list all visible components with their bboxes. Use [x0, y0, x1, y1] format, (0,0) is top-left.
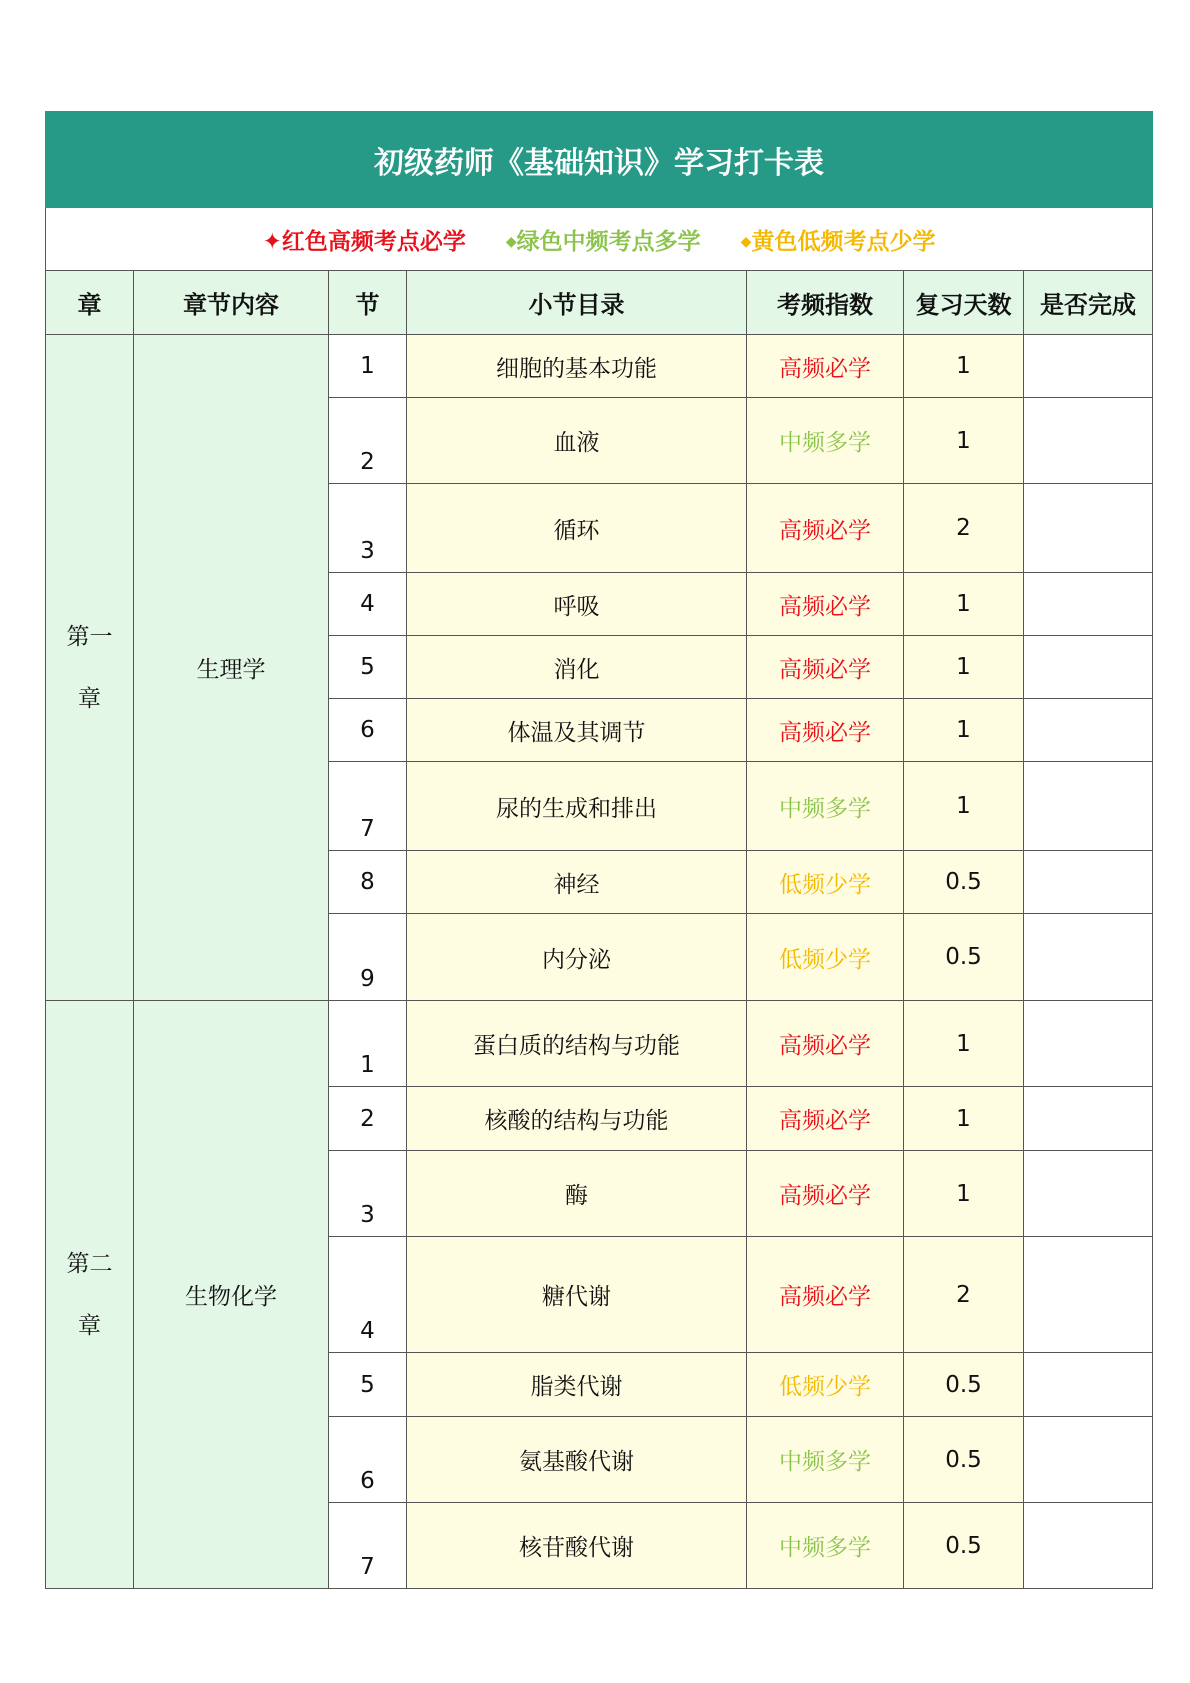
- header-frequency: 考频指数: [747, 271, 904, 335]
- subsection-name: 氨基酸代谢: [407, 1417, 747, 1503]
- subsection-name: 神经: [407, 851, 747, 914]
- section-number: 3: [329, 484, 407, 573]
- frequency-label: 高频必学: [747, 484, 904, 573]
- review-days: 1: [904, 699, 1024, 762]
- chapter-cell: [46, 335, 134, 1001]
- frequency-label: 低频少学: [747, 914, 904, 1001]
- review-days: 1: [904, 1001, 1024, 1087]
- frequency-label: 高频必学: [747, 573, 904, 636]
- legend-low-label: 黄色低频考点少学: [751, 228, 936, 255]
- done-checkbox-cell[interactable]: [1024, 1151, 1153, 1237]
- table-row: [46, 335, 1153, 398]
- done-checkbox-cell[interactable]: [1024, 1417, 1153, 1503]
- subsection-name: 蛋白质的结构与功能: [407, 1001, 747, 1087]
- frequency-label: 高频必学: [747, 699, 904, 762]
- subsection-name: 核酸的结构与功能: [407, 1087, 747, 1151]
- frequency-label: 高频必学: [747, 636, 904, 699]
- done-checkbox-cell[interactable]: [1024, 1087, 1153, 1151]
- subsection-name: 糖代谢: [407, 1237, 747, 1353]
- header-done: 是否完成: [1024, 271, 1153, 335]
- done-checkbox-cell[interactable]: [1024, 335, 1153, 398]
- table-row: [46, 1001, 1153, 1087]
- page-title: 初级药师《基础知识》学习打卡表: [46, 112, 1153, 208]
- subsection-name: 消化: [407, 636, 747, 699]
- subsection-name: 血液: [407, 398, 747, 484]
- chapter-cell: [46, 1001, 134, 1589]
- done-checkbox-cell[interactable]: [1024, 699, 1153, 762]
- section-number: 9: [329, 914, 407, 1001]
- section-number: 5: [329, 636, 407, 699]
- done-checkbox-cell[interactable]: [1024, 1503, 1153, 1589]
- done-checkbox-cell[interactable]: [1024, 1001, 1153, 1087]
- subsection-name: 核苷酸代谢: [407, 1503, 747, 1589]
- section-number: 4: [329, 1237, 407, 1353]
- legend-mid-icon: ◆: [505, 233, 517, 250]
- header-days: 复习天数: [904, 271, 1024, 335]
- frequency-label: 中频多学: [747, 762, 904, 851]
- review-days: 1: [904, 1151, 1024, 1237]
- done-checkbox-cell[interactable]: [1024, 1237, 1153, 1353]
- legend-cell: [46, 208, 1153, 271]
- subsection-name: 脂类代谢: [407, 1353, 747, 1417]
- section-number: 1: [329, 1001, 407, 1087]
- section-number: 6: [329, 699, 407, 762]
- section-number: 2: [329, 398, 407, 484]
- section-number: 6: [329, 1417, 407, 1503]
- frequency-label: 高频必学: [747, 1087, 904, 1151]
- chapter-label-line1: 第二: [66, 1250, 113, 1277]
- review-days: 1: [904, 762, 1024, 851]
- section-number: 8: [329, 851, 407, 914]
- section-number: 2: [329, 1087, 407, 1151]
- chapter-label-line2: 章: [78, 685, 101, 712]
- review-days: 1: [904, 335, 1024, 398]
- subsection-name: 循环: [407, 484, 747, 573]
- legend-high-label: 红色高频考点必学: [281, 228, 466, 255]
- section-number: 7: [329, 762, 407, 851]
- legend-high: [263, 223, 466, 256]
- review-days: 1: [904, 636, 1024, 699]
- study-checkin-sheet: [45, 111, 1152, 1589]
- frequency-label: 中频多学: [747, 1503, 904, 1589]
- review-days: 1: [904, 573, 1024, 636]
- review-days: 2: [904, 1237, 1024, 1353]
- done-checkbox-cell[interactable]: [1024, 914, 1153, 1001]
- header-subsection: 小节目录: [407, 271, 747, 335]
- frequency-label: 中频多学: [747, 1417, 904, 1503]
- chapter-label-line2: 章: [78, 1312, 101, 1339]
- study-table: [45, 111, 1153, 1589]
- frequency-label: 低频少学: [747, 1353, 904, 1417]
- legend-row: [46, 208, 1153, 271]
- subsection-name: 呼吸: [407, 573, 747, 636]
- frequency-label: 中频多学: [747, 398, 904, 484]
- review-days: 0.5: [904, 1417, 1024, 1503]
- legend-high-icon: ✦: [262, 228, 282, 255]
- chapter-content: 生物化学: [134, 1001, 329, 1589]
- subsection-name: 体温及其调节: [407, 699, 747, 762]
- section-number: 1: [329, 335, 407, 398]
- header-section: 节: [329, 271, 407, 335]
- section-number: 7: [329, 1503, 407, 1589]
- frequency-label: 低频少学: [747, 851, 904, 914]
- done-checkbox-cell[interactable]: [1024, 484, 1153, 573]
- legend-mid-label: 绿色中频考点多学: [516, 228, 701, 255]
- done-checkbox-cell[interactable]: [1024, 762, 1153, 851]
- review-days: 0.5: [904, 1353, 1024, 1417]
- subsection-name: 酶: [407, 1151, 747, 1237]
- review-days: 1: [904, 398, 1024, 484]
- section-number: 3: [329, 1151, 407, 1237]
- frequency-label: 高频必学: [747, 1151, 904, 1237]
- chapter-label-line1: 第一: [66, 623, 113, 650]
- legend-low-icon: ◆: [740, 233, 752, 250]
- done-checkbox-cell[interactable]: [1024, 851, 1153, 914]
- frequency-label: 高频必学: [747, 335, 904, 398]
- review-days: 0.5: [904, 1503, 1024, 1589]
- done-checkbox-cell[interactable]: [1024, 636, 1153, 699]
- subsection-name: 内分泌: [407, 914, 747, 1001]
- done-checkbox-cell[interactable]: [1024, 1353, 1153, 1417]
- review-days: 2: [904, 484, 1024, 573]
- section-number: 4: [329, 573, 407, 636]
- review-days: 0.5: [904, 851, 1024, 914]
- subsection-name: 尿的生成和排出: [407, 762, 747, 851]
- chapter-content: 生理学: [134, 335, 329, 1001]
- section-number: 5: [329, 1353, 407, 1417]
- done-checkbox-cell[interactable]: [1024, 398, 1153, 484]
- review-days: 0.5: [904, 914, 1024, 1001]
- header-row: [46, 271, 1153, 335]
- title-row: [46, 112, 1153, 208]
- frequency-label: 高频必学: [747, 1237, 904, 1353]
- legend-low: [741, 223, 936, 256]
- done-checkbox-cell[interactable]: [1024, 573, 1153, 636]
- frequency-label: 高频必学: [747, 1001, 904, 1087]
- review-days: 1: [904, 1087, 1024, 1151]
- subsection-name: 细胞的基本功能: [407, 335, 747, 398]
- legend-mid: [506, 223, 701, 256]
- header-chapter: 章: [46, 271, 134, 335]
- header-content: 章节内容: [134, 271, 329, 335]
